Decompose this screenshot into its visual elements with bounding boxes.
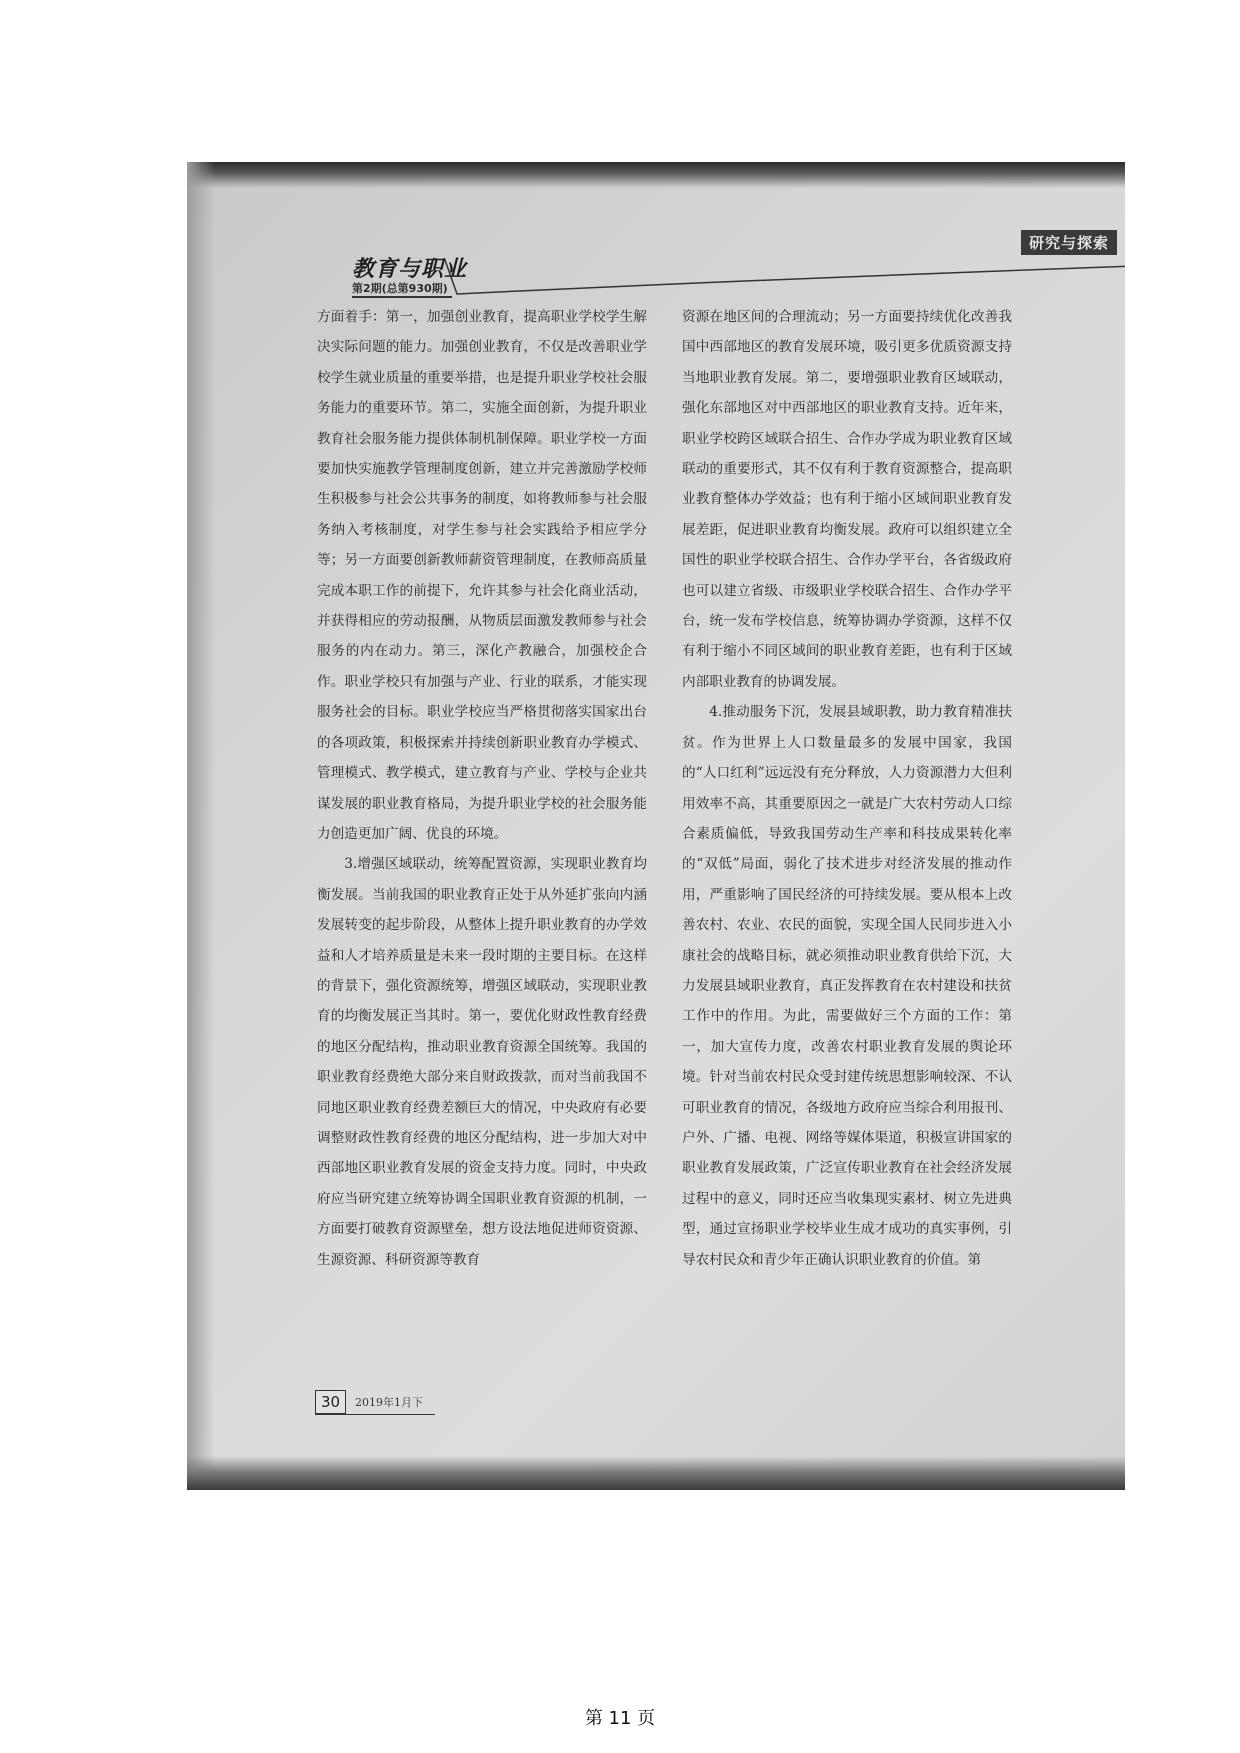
issue-date: 2019年1月下 [355,1396,423,1409]
document-page-label: 第 11 页 [584,1708,656,1729]
header-rule [352,296,452,298]
journal-page-number: 30 [315,1390,346,1414]
footer-rule [315,1414,435,1415]
left-shadow [187,162,215,1490]
left-paragraph-1: 方面着手：第一，加强创业教育，提高职业学校学生解决实际问题的能力。加强创业教育，不仅是改善职业学校学生就业质量的重要举措，也是提升职业学校社会服务能力的重要环节。第二，实施全面创新，为提升职业教育社会服务能力提供体制机制保障。职业学校一方面要加快实施教学管理制度创新，建立并完善激励学校师生积极参与社会公共事务的制度，如将教师参与社会服务纳入考核制度，对学生参与社会实践给予相应学分等；另一方面要创新教师薪资管理制度，在教师高质量完成本职工作的前提下，允许其参与社会化商业活动，并获得相应的劳动报酬，从物质层面激发教师参与社会服务的内在动力。第三，深化产教融合，加强校企合作。职业学校只有加强与产业、行业的联系，才能实现服务社会的目标。职业学校应当严格贯彻落实国家出台的各项政策，积极探索并持续创新职业教育办学模式、管理模式、教学模式，建立教育与产业、学校与企业共谋发展的职业教育格局，为提升职业学校的社会服务能力创造更加广阔、优良的环境。 [317,309,647,842]
right-column [682,302,1012,1275]
right-paragraph-2: 4.推动服务下沉，发展县域职教，助力教育精准扶贫。作为世界上人口数量最多的发展中国家，我国的“人口红利”远远没有充分释放，人力资源潜力大但利用效率不高，其重要原因之一就是广大农村劳动人口综合素质偏低，导致我国劳动生产率和科技成果转化率的“双低”局面，弱化了技术进步对经济发展的推动作用，严重影响了国民经济的可持续发展。要从根本上改善农村、农业、农民的面貌，实现全国人民同步进入小康社会的战略目标，就必须推动职业教育供给下沉，大力发展县域职业教育，真正发挥教育在农村建设和扶贫工作中的作用。为此，需要做好三个方面的工作：第一，加大宣传力度，改善农村职业教育发展的舆论环境。针对当前农村民众受封建传统思想影响较深、不认可职业教育的情况，各级地方政府应当综合利用报刊、户外、广播、电视、网络等媒体渠道，积极宣讲国家的职业教育发展政策，广泛宣传职业教育在社会经济发展过程中的意义，同时还应当收集现实素材、树立先进典型，通过宣扬职业学校毕业生成才成功的真实事例，引导农村民众和青少年正确认识职业教育的价值。第 [682,704,1012,1268]
section-badge: 研究与探索 [1021,230,1117,255]
left-column [317,302,647,1275]
top-shadow [187,162,1125,188]
issue-info: 第2期(总第930期) [352,282,448,295]
journal-page-photo [187,162,1125,1490]
header-curve-line [445,260,1125,300]
right-paragraph-1: 资源在地区间的合理流动；另一方面要持续优化改善我国中西部地区的教育发展环境，吸引更多优质资源支持当地职业教育发展。第二，要增强职业教育区域联动，强化东部地区对中西部地区的职业教育支持。近年来，职业学校跨区域联合招生、合作办学成为职业教育区域联动的重要形式，其不仅有利于教育资源整合，提高职业教育整体办学效益；也有利于缩小区域间职业教育发展差距，促进职业教育均衡发展。政府可以组织建立全国性的职业学校联合招生、合作办学平台，各省级政府也可以建立省级、市级职业学校联合招生、合作办学平台，统一发布学校信息，统筹协调办学资源，这样不仅有利于缩小不同区域间的职业教育差距，也有利于区域内部职业教育的协调发展。 [682,309,1012,690]
left-paragraph-2: 3.增强区域联动，统筹配置资源，实现职业教育均衡发展。当前我国的职业教育正处于从外延扩张向内涵发展转变的起步阶段，从整体上提升职业教育的办学效益和人才培养质量是未来一段时期的主要目标。在这样的背景下，强化资源统筹，增强区域联动，实现职业教育的均衡发展正当其时。第一，要优化财政性教育经费的地区分配结构，推动职业教育资源全国统筹。我国的职业教育经费绝大部分来自财政拨款，而对当前我国不同地区职业教育经费差额巨大的情况，中央政府有必要调整财政性教育经费的地区分配结构，进一步加大对中西部地区职业教育发展的资金支持力度。同时，中央政府应当研究建立统筹协调全国职业教育资源的机制，一方面要打破教育资源壁垒，想方设法地促进师资资源、生源资源、科研资源等教育 [317,856,647,1268]
bottom-shadow [187,1456,1125,1490]
journal-logo: 教育与职业 [352,256,468,282]
